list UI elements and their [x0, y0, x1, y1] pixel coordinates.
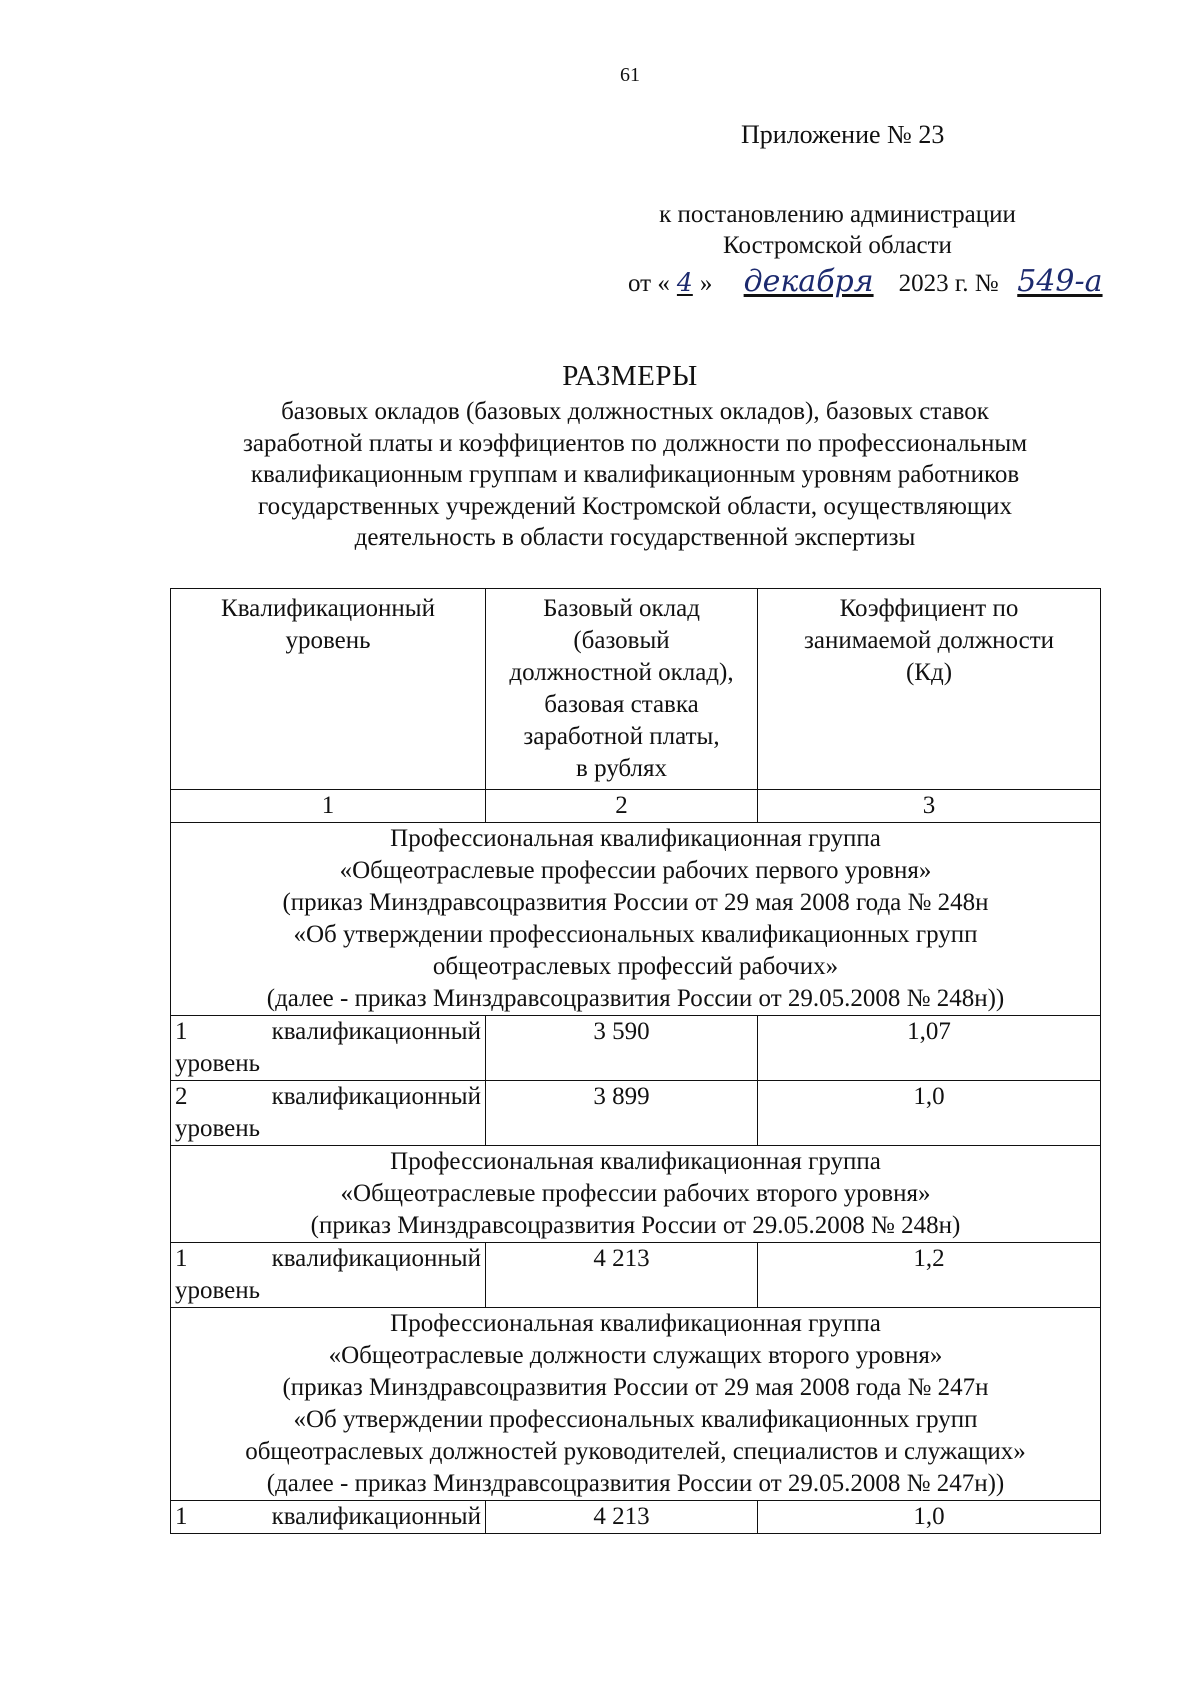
level-word: квалификационный: [271, 1018, 481, 1045]
salary-cell: 3 899: [486, 1081, 758, 1146]
coefficient-cell: 1,0: [758, 1081, 1101, 1146]
header-text: уровень: [285, 627, 371, 654]
group-line: Профессиональная квалификационная группа: [390, 1310, 881, 1337]
subtitle-line: квалификационным группам и квалификационным уровням работников: [250, 461, 1020, 488]
header-text: базовая ставка: [544, 691, 699, 718]
column-number: 2: [486, 790, 758, 823]
group-line: «Общеотраслевые профессии рабочих второго уровня»: [340, 1180, 931, 1207]
group-line: Профессиональная квалификационная группа: [390, 825, 881, 852]
decree-date-line: [628, 264, 1115, 299]
handwritten-month: декабря: [743, 264, 874, 299]
group-line: общеотраслевых профессий рабочих»: [432, 953, 839, 980]
subtitle-line: заработной платы и коэффициентов по должности по профессиональным: [242, 429, 1028, 457]
group-line: (приказ Минздравсоцразвития России от 29 мая 2008 года № 247н: [282, 1374, 989, 1401]
coefficient-cell: 1,0: [758, 1501, 1101, 1534]
page-number: 61: [620, 64, 640, 86]
table-row: [171, 1501, 1101, 1534]
coefficient-cell: 1,07: [758, 1016, 1101, 1081]
table-row: [171, 1016, 1101, 1081]
group-line: (приказ Минздравсоцразвития России от 29 мая 2008 года № 248н: [282, 889, 989, 916]
group-line: «Общеотраслевые должности служащих второго уровня»: [328, 1342, 943, 1369]
group-line: (приказ Минздравсоцразвития России от 29.05.2008 № 248н): [310, 1212, 961, 1239]
group-heading-row: [171, 823, 1101, 1016]
table-header-row: [171, 589, 1101, 790]
group-line: «Общеотраслевые профессии рабочих первого уровня»: [339, 857, 932, 884]
level-tail: уровень: [175, 1115, 261, 1142]
salary-cell: 4 213: [486, 1501, 758, 1534]
handwritten-day: 4: [676, 268, 693, 297]
header-text: в рублях: [576, 755, 667, 782]
level-number: 1: [175, 1245, 188, 1272]
group-line: (далее - приказ Минздравсоцразвития России от 29.05.2008 № 248н)): [266, 985, 1005, 1012]
appendix-title: Приложение № 23: [741, 120, 945, 149]
level-number: 2: [175, 1083, 188, 1110]
group-heading: [171, 1308, 1101, 1501]
header-text: заработной платы,: [523, 723, 720, 750]
decree-line-2: Костромской области: [723, 232, 952, 259]
coefficient-cell: 1,2: [758, 1243, 1101, 1308]
group-heading: [171, 823, 1101, 1016]
decree-line-1: к постановлению администрации: [659, 201, 1016, 228]
subtitle-line: деятельность в области государственной экспертизы: [354, 524, 916, 551]
header-text: (Кд): [905, 659, 953, 686]
group-line: Профессиональная квалификационная группа: [390, 1148, 881, 1175]
level-tail: уровень: [175, 1050, 261, 1077]
document-title: РАЗМЕРЫ: [562, 360, 698, 392]
level-cell: [171, 1081, 486, 1146]
group-heading-row: [171, 1146, 1101, 1243]
level-tail: уровень: [175, 1277, 261, 1304]
header-text: занимаемой должности: [803, 627, 1055, 654]
header-text: Квалификационный: [221, 595, 435, 622]
column-number-row: [171, 790, 1101, 823]
document-subtitle: [180, 396, 1090, 554]
header-coefficient: [758, 589, 1101, 790]
date-prefix: от «: [628, 270, 670, 297]
date-mid: »: [699, 270, 713, 297]
level-cell: [171, 1501, 486, 1534]
salary-cell: 3 590: [486, 1016, 758, 1081]
group-line: «Об утверждении профессиональных квалификационных групп: [293, 1406, 978, 1433]
group-line: (далее - приказ Минздравсоцразвития России от 29.05.2008 № 247н)): [266, 1470, 1005, 1497]
group-line: общеотраслевых должностей руководителей, специалистов и служащих»: [245, 1438, 1026, 1465]
column-number: 1: [171, 790, 486, 823]
header-text: Коэффициент по: [839, 595, 1019, 622]
group-heading: [171, 1146, 1101, 1243]
table-row: [171, 1243, 1101, 1308]
column-number: 3: [758, 790, 1101, 823]
salary-table: [170, 588, 1101, 1534]
table-row: [171, 1081, 1101, 1146]
group-line: «Об утверждении профессиональных квалификационных групп: [293, 921, 978, 948]
handwritten-decree-number: 549-а: [1017, 264, 1103, 299]
level-word: квалификационный: [271, 1245, 481, 1272]
level-number: 1: [175, 1503, 188, 1530]
date-year: 2023 г. №: [898, 270, 999, 297]
group-heading-row: [171, 1308, 1101, 1501]
header-text: должностной оклад),: [509, 659, 734, 686]
decree-reference: [600, 199, 1075, 261]
subtitle-line: государственных учреждений Костромской области, осуществляющих: [257, 492, 1013, 520]
header-text: (базовый: [573, 627, 670, 654]
header-text: Базовый оклад: [543, 595, 700, 622]
level-word: квалификационный: [271, 1083, 481, 1110]
level-cell: [171, 1016, 486, 1081]
header-level: [171, 589, 486, 790]
level-number: 1: [175, 1018, 188, 1045]
subtitle-line: базовых окладов (базовых должностных окладов), базовых ставок: [281, 398, 989, 425]
salary-cell: 4 213: [486, 1243, 758, 1308]
level-cell: [171, 1243, 486, 1308]
level-word: квалификационный: [271, 1503, 481, 1530]
header-salary: [486, 589, 758, 790]
